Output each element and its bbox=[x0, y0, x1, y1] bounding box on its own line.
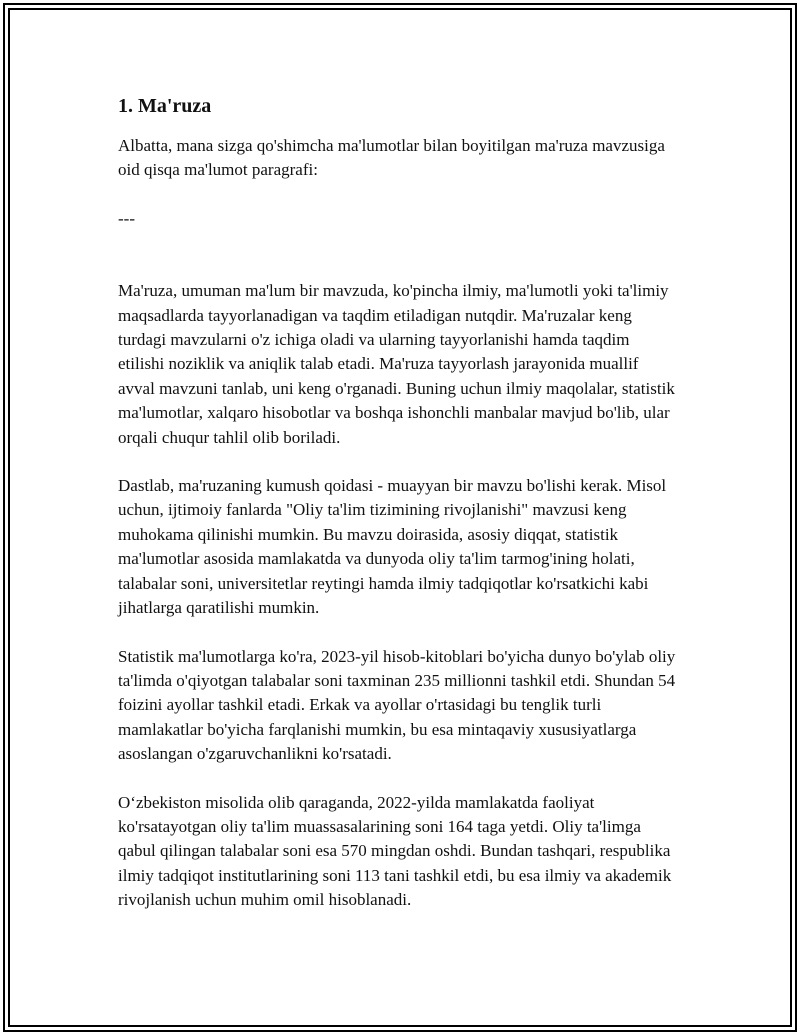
paragraph-topic-example: Dastlab, ma'ruzaning kumush qoidasi - muayyan bir mavzu bo'lishi kerak. Misol uchun, ijtimoiy fanlarda "Oliy ta'lim tizimining rivojlanishi" mavzusi keng muhokama qilinishi mumkin. Bu mavzu doirasida, asosiy diqqat, statistik ma'lumotlar asosida mamlakatda va dunyoda oliy ta'lim tarmog'ining holati, talabalar soni, universitetlar reytingi hamda ilmiy tadqiqotlar ko'rsatkichi kabi jihatlarga qaratilishi mumkin. bbox=[118, 476, 667, 618]
paragraph-definition: Ma'ruza, umuman ma'lum bir mavzuda, ko'pincha ilmiy, ma'lumotli yoki ta'limiy maqsadlarda tayyorlanadigan va taqdim etiladigan nutqdir. Ma'ruzalar keng turdagi mavzularni o'z ichiga oladi va ularning tayyorlanishi hamda taqdim etilishi noziklik va aniqlik talab etadi. Ma'ruza tayyorlash jarayonida muallif avval mavzuni tanlab, uni keng o'rganadi. Buning uchun ilmiy maqolalar, statistik ma'lumotlar, xalqaro hisobotlar va boshqa ishonchli manbalar mavjud bo'lib, ular orqali chuqur tahlil olib boriladi. bbox=[118, 281, 675, 447]
paragraph-world-statistics: Statistik ma'lumotlarga ko'ra, 2023-yil hisob-kitoblari bo'yicha dunyo bo'ylab oliy ta'limda o'qiyotgan talabalar soni taxminan 235 millionni tashkil etdi. Shundan 54 foizini ayollar tashkil etadi. Erkak va ayollar o'rtasidagi bu tenglik turli mamlakatlar bo'yicha farqlanishi mumkin, bu esa mintaqaviy xususiyatlarga asoslangan o'zgaruvchanlikni ko'rsatadi. bbox=[118, 646, 676, 764]
intro-paragraph: Albatta, mana sizga qo'shimcha ma'lumotlar bilan boyitilgan ma'ruza mavzusiga oid qisqa ma'lumot paragrafi: bbox=[118, 136, 665, 180]
paragraph-uzbekistan-statistics: O‘zbekiston misolida olib qaraganda, 2022-yilda mamlakatda faoliyat ko'rsatayotgan oliy ta'lim muassasalarining soni 164 taga yetdi. Oliy ta'limga qabul qilingan talabalar soni esa 570 mingdan oshdi. Bundan tashqari, respublika ilmiy tadqiqot institutlarining soni 113 tani tashkil etdi, bu esa ilmiy va akademik rivojlanish uchun muhim omil hisoblanadi. bbox=[118, 792, 672, 910]
document-body bbox=[118, 92, 678, 937]
separator-line: --- bbox=[118, 208, 135, 228]
document-title: 1. Ma'ruza bbox=[118, 95, 212, 117]
